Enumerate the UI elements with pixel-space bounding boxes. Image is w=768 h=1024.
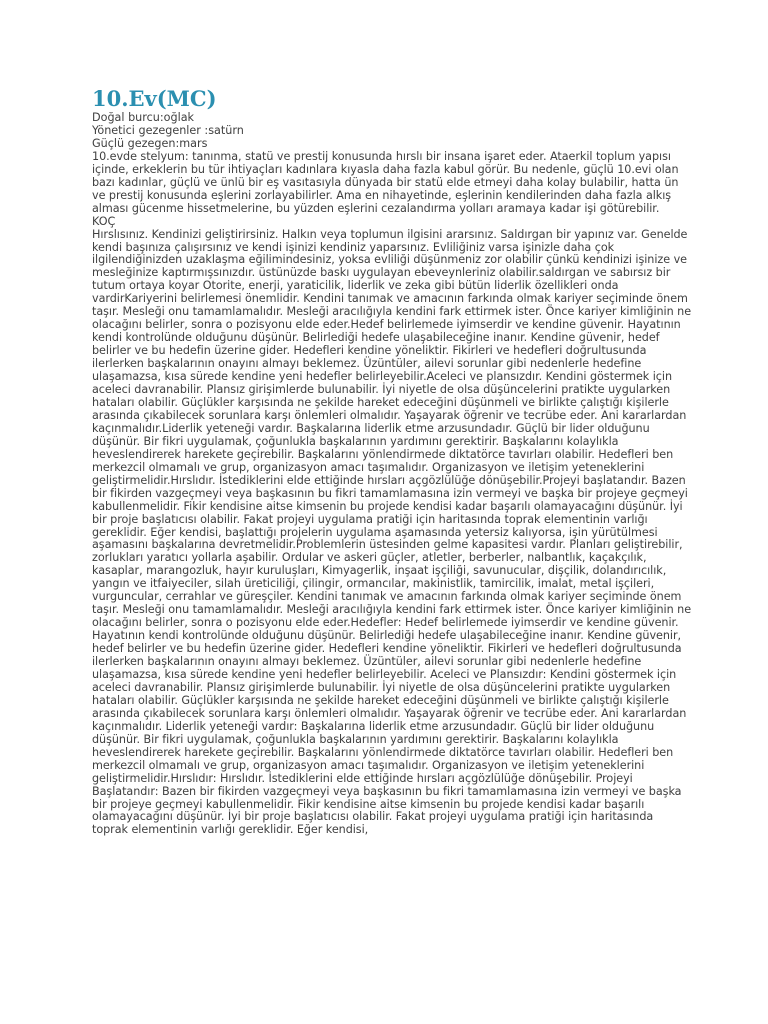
document-title: 10.Ev(MC)	[92, 86, 217, 111]
ruling-planets-line: Yönetici gezegenler :satürn	[92, 123, 244, 137]
body-paragraph: Hırslısınız. Kendinizi geliştirirsiniz. Halkın veya toplumun ilgisini ararsınız. Saldırgan bir yapınız var. Genelde kendi başınıza çalışırsınız ve kendi işinizi kendiniz yaparsınız. Evliliğiniz varsa işinizle daha çok ilgilendiğinizden uzaklaşma eğilimindesiniz, yoksa evliliği düşünmeniz zor olabilir çünkü kendinizi işinize ve mesleğinize kaptırmışsınızdır. üstünüzde baskı uygulayan ebeveynleriniz olabilir.saldırgan ve sabırsız bir tutum ortaya koyar Otorite, enerji, yaraticilik, liderlik ve zeka gibi bütün liderlik özellikleri onda vardirKariyerini belirlemesi önemlidir. Kendini tanımak ve amacının farkında olmak kariyer seçiminde önem taşır. Mesleği onu tamamlamalıdır. Mesleği aracılığıyla kendini fark ettirmek ister. Önce kariyer kimliğinin ne olacağını belirler, sonra o pozisyonu elde eder.Hedef belirlemede iyimserdir ve kendine güvenir. Hayatının kendi kontrolünde olduğunu düşünür. Belirlediği hedefe ulaşabileceğine inanır. Kendine güvenir, hedef belirler ve bu hedefin üzerine gider. Hedefleri kendine yöneliktir. Fikirleri ve hedefleri doğrultusunda ilerlerken başkalarının onayını almayı beklemez. Üzüntüler, ailevi sorunlar gibi nedenlerle hedefine ulaşamazsa, kısa sürede kendine yeni hedefler belirleyebilir.Aceleci ve plansızdır. Kendini göstermek için aceleci davranabilir. Plansız girişimlerde bulunabilir. İyi niyetle de olsa düşüncelerini pratikte uygularken hataları olabilir. Güçlükler karşısında ne şekilde hareket edeceğini düşünmeli ve birlikte çalıştığı kişilerle arasında çıkabilecek sorunlara karşı önlemleri olmalıdır. Yaşayarak öğrenir ve tecrübe eder. Ani kararlardan kaçınmalıdır.Liderlik yeteneği vardır. Başkalarına liderlik etme arzusundadır. Güçlü bir lider olduğunu düşünür. Bir fikri uygulamak, çoğunlukla başkalarının yardımını gerektirir. Başkalarını kolaylıkla heveslendirerek harekete geçirebilir. Başkalarını yönlendirmede diktatörce tavırları olabilir. Hedefleri ben merkezcil olmamalı ve grup, organizasyon amacı taşımalıdır. Organizasyon ve iletişim yeteneklerini geliştirmelidir.Hırslıdır. İstediklerini elde ettiğinde hırsları açgözlülüğe dönüşebilir.Projeyi başlatandır. Bazen bir fikirden vazgeçmeyi veya başkasının bu fikri tamamlamasına izin vermeyi ve başka bir projeye geçmeyi kabullenmelidir. Fikir kendisine aitse kimsenin bu projede kendisi kadar başarılı olamayacağını düşünür. İyi bir proje başlatıcısı olabilir. Fakat projeyi uygulama pratiği için haritasında toprak elementinin varlığı gereklidir. Eğer kendisi, başlattığı projelerin uygulama aşamasında yetersiz kalıyorsa, işin yürütülmesi aşamasını başkalarına devretmelidir.Problemlerin üstesinden gelme kapasitesi vardır. Planları geliştirebilir, zorlukları yaratıcı yollarla aşabilir. Ordular ve askeri güçler, atletler, berberler, nalbantlık, kaçakçılık, kasaplar, marangozluk, hayır kuruluşları, Kimyagerlik, inşaat işçiliği, savunucular, dişçilik, dolandırıcılık, yangın ve itfaiyeciler, silah üreticiliği, çilingir, ormancılar, makinistlik, tamircilik, imalat, metal işçileri, vurguncular, cerrahlar ve güreşçiler. Kendini tanımak ve amacının farkında olmak kariyer seçiminde önem taşır. Mesleği onu tamamlamalıdır. Mesleği aracılığıyla kendini fark ettirmek ister. Önce kariyer kimliğinin ne olacağını belirler, sonra o pozisyonu elde eder.Hedefler: Hedef belirlemede iyimserdir ve kendine güvenir. Hayatının kendi kontrolünde olduğunu düşünür. Belirlediği hedefe ulaşabileceğine inanır. Kendine güvenir, hedef belirler ve bu hedefin üzerine gider. Hedefleri kendine yöneliktir. Fikirleri ve hedefleri doğrultusunda ilerlerken başkalarının onayını almayı beklemez. Üzüntüler, ailevi sorunlar gibi nedenlerle hedefine ulaşamazsa, kısa sürede kendine yeni hedefler belirleyebilir. Aceleci ve Plansızdır: Kendini göstermek için aceleci davranabilir. Plansız girişimlerde bulunabilir. İyi niyetle de olsa düşüncelerini pratikte uygularken hataları olabilir. Güçlükler karşısında ne şekilde hareket edeceğini düşünmeli ve birlikte çalıştığı kişilerle arasında çıkabilecek sorunlara karşı önlemleri olmalıdır. Yaşayarak öğrenir ve tecrübe eder. Ani kararlardan kaçınmalıdır. Liderlik yeteneği vardır: Başkalarına liderlik etme arzusundadır. Güçlü bir lider olduğunu düşünür. Bir fikri uygulamak, çoğunlukla başkalarının yardımını gerektirir. Başkalarını kolaylıkla heveslendirerek harekete geçirebilir. Başkalarını yönlendirmede diktatörce tavırları olabilir. Hedefleri ben merkezcil olmamalı ve grup, organizasyon amacı taşımalıdır. Organizasyon ve iletişim yeteneklerini geliştirmelidir.Hırslıdır: Hırslıdır. İstediklerini elde ettiğinde hırsları açgözlülüğe dönüşebilir. Projeyi Başlatandır: Bazen bir fikirden vazgeçmeyi veya başkasının bu fikri tamamlamasına izin vermeyi ve başka bir projeye geçmeyi kabullenmelidir. Fikir kendisine aitse kimsenin bu projede kendisi kadar başarılı olamayacağını düşünür. İyi bir proje başlatıcısı olabilir. Fakat projeyi uygulama pratiği için haritasında toprak elementinin varlığı gereklidir. Eğer kendisi,	[92, 227, 692, 837]
document-page	[92, 86, 692, 837]
strong-planet-line: Güçlü gezegen:mars	[92, 136, 208, 150]
intro-paragraph: 10.evde stelyum: tanınma, statü ve prestij konusunda hırslı bir insana işaret eder. Ataerkil toplum yapısı içinde, erkeklerin bu tür ihtiyaçları kadınlara kıyasla daha fazla kabul görür. Bu nedenle, güçlü 10.evi olan bazı kadınlar, güçlü ve ünlü bir eş vasıtasıyla dünyada bir statü elde etmeyi daha kolay bulabilir, hatta ün ve prestij konusunda eşlerini zorlayabilirler. Ama en nihayetinde, eşlerinin kendilerinden daha fazla alkış alması gücenme hissetmelerine, bu yüzden eşlerini cezalandırma yolları aramaya kadar işi götürebilir.	[92, 149, 679, 215]
section-label: KOÇ	[92, 214, 116, 228]
natural-sign-line: Doğal burcu:oğlak	[92, 111, 195, 124]
